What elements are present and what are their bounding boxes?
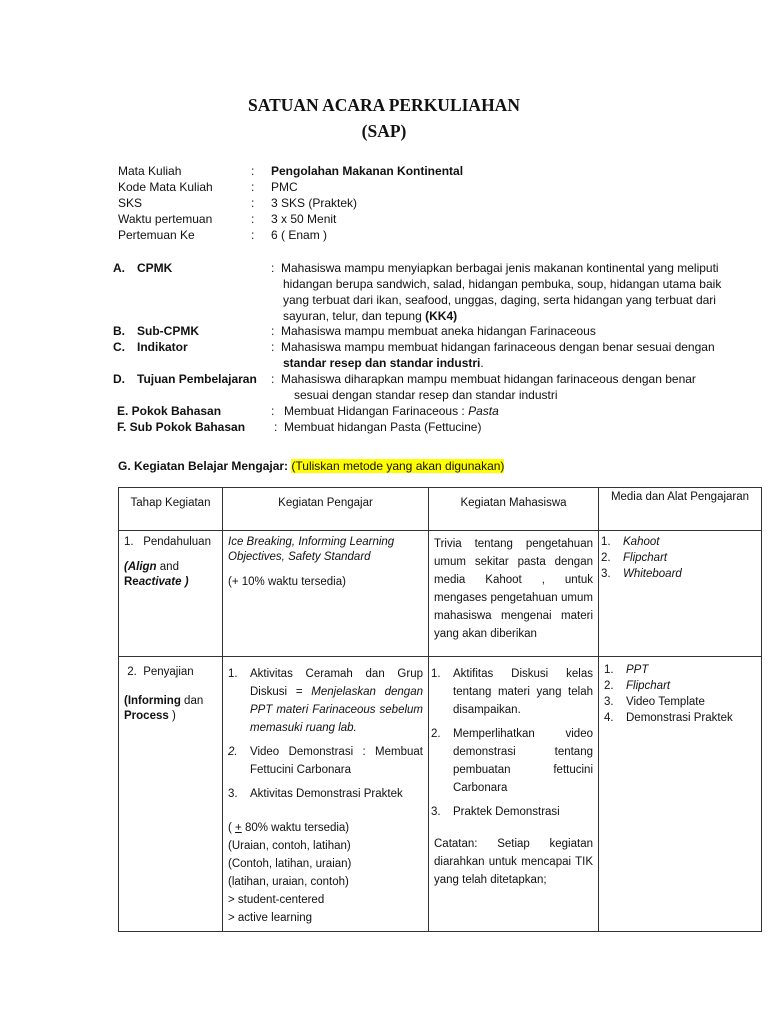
document-title: SATUAN ACARA PERKULIAHAN bbox=[248, 95, 520, 115]
pengajar-item bbox=[228, 785, 423, 803]
header-pengajar: Kegiatan Pengajar bbox=[223, 488, 429, 531]
section-label-pokok: E. Pokok Bahasan bbox=[117, 404, 222, 418]
mahasiswa-cell bbox=[429, 531, 599, 657]
pengajar-note: (Contoh, latihan, uraian) bbox=[228, 858, 352, 870]
indikator-text-2 bbox=[283, 355, 484, 371]
media-text: Whiteboard bbox=[623, 568, 682, 580]
pokok-text bbox=[284, 403, 499, 419]
pengajar-item1-italic: Menjelaskan dengan PPT materi Farinaceous sebelum memasuki ruang lab. bbox=[250, 686, 423, 734]
cpmk-text-3: yang terbuat dari ikan, seafood, unggas, daging, serta hidangan yang terbuat dari bbox=[283, 293, 716, 307]
mahasiswa-text: Trivia tentang pengetahuan umum sekitar pasta dengan media Kahoot , untuk mengases pengetahuan umum mahasiswa mengenai materi yang akan diberikan bbox=[434, 538, 593, 640]
media-item bbox=[604, 679, 756, 694]
info-colon: : bbox=[251, 180, 255, 194]
section-letter: B. bbox=[113, 324, 125, 338]
tahap-label: Pendahuluan bbox=[143, 536, 211, 548]
tahap-sub-activate: activate ) bbox=[138, 576, 189, 588]
tahap-sub-dan: dan bbox=[180, 695, 204, 707]
section-label-sub-cpmk: Sub-CPMK bbox=[137, 324, 199, 338]
section-colon: : bbox=[271, 372, 275, 386]
media-text: Flipchart bbox=[626, 680, 671, 692]
pengajar-item bbox=[228, 665, 423, 737]
pokok-main: Membuat Hidangan Farinaceous : bbox=[284, 404, 465, 418]
media-text: Video Template bbox=[626, 696, 705, 708]
table-row bbox=[119, 531, 762, 657]
media-num: 1. bbox=[601, 536, 611, 548]
info-value: PMC bbox=[271, 180, 298, 194]
tahap-sub-align: (Align bbox=[124, 561, 157, 573]
sub-cpmk-text: Mahasiswa mampu membuat aneka hidangan Farinaceous bbox=[281, 324, 596, 338]
info-colon: : bbox=[251, 212, 255, 226]
media-item bbox=[601, 551, 756, 566]
mahasiswa-item-text: Praktek Demonstrasi bbox=[453, 806, 560, 818]
info-label: Waktu pertemuan bbox=[118, 212, 213, 226]
tahap-sub-re: Re bbox=[124, 576, 139, 588]
mahasiswa-item bbox=[431, 725, 593, 797]
cpmk-text-1: Mahasiswa mampu menyiapkan berbagai jenis makanan kontinental yang meliputi bbox=[281, 261, 719, 275]
section-colon: : bbox=[271, 404, 275, 418]
media-text: Demonstrasi Praktek bbox=[626, 712, 733, 724]
cpmk-text-4 bbox=[283, 308, 457, 324]
header-media: Media dan Alat Pengajaran bbox=[599, 488, 762, 531]
mahasiswa-num: 2. bbox=[431, 728, 441, 740]
media-num: 2. bbox=[604, 680, 614, 692]
cpmk-text-2: hidangan berupa sandwich, salad, hidangan pembuka, soup, hidangan utama baik bbox=[283, 277, 722, 291]
section-label-indikator: Indikator bbox=[137, 340, 188, 354]
tahap-title bbox=[124, 535, 217, 550]
tahap-sub bbox=[124, 560, 217, 590]
media-num: 3. bbox=[601, 568, 611, 580]
pengajar-note: (latihan, uraian, contoh) bbox=[228, 876, 349, 888]
document-subtitle: (SAP) bbox=[361, 121, 407, 141]
pengajar-item-text: Aktivitas Demonstrasi Praktek bbox=[250, 788, 403, 800]
info-value: 3 x 50 Menit bbox=[271, 212, 337, 226]
sub-pokok-text: Membuat hidangan Pasta (Fettucine) bbox=[284, 420, 482, 434]
time-rest: 80% waktu tersedia) bbox=[241, 822, 350, 834]
mahasiswa-item-text: Aktifitas Diskusi kelas tentang materi yang telah disampaikan. bbox=[453, 668, 593, 716]
info-label: SKS bbox=[118, 196, 143, 210]
media-item bbox=[604, 711, 756, 726]
info-value: Pengolahan Makanan Kontinental bbox=[271, 164, 464, 178]
media-cell bbox=[599, 657, 762, 932]
tahap-sub bbox=[124, 694, 217, 724]
tahap-sub-close: ) bbox=[168, 710, 176, 722]
cpmk-code: (KK4) bbox=[425, 309, 458, 323]
pengajar-num: 1. bbox=[228, 668, 238, 680]
pokok-pasta: Pasta bbox=[468, 404, 499, 418]
media-num: 2. bbox=[601, 552, 611, 564]
pengajar-cell bbox=[223, 657, 429, 932]
pengajar-num: 3. bbox=[228, 788, 238, 800]
media-num: 3. bbox=[604, 696, 614, 708]
mahasiswa-cell bbox=[429, 657, 599, 932]
pengajar-time bbox=[228, 819, 423, 837]
media-num: 4. bbox=[604, 712, 614, 724]
kegiatan-instruction: (Tuliskan metode yang akan digunakan) bbox=[291, 459, 505, 473]
tahap-cell bbox=[119, 657, 223, 932]
tahap-sub-informing: (Informing bbox=[124, 695, 181, 707]
pengajar-item-text: Video Demonstrasi : Membuat Fettucini Carbonara bbox=[250, 746, 423, 776]
indikator-text-1: Mahasiswa mampu membuat hidangan farinaceous dengan benar sesuai dengan bbox=[281, 340, 715, 354]
media-item bbox=[604, 695, 756, 710]
indikator-standard: standar resep dan standar industri bbox=[283, 356, 481, 370]
sections-block bbox=[0, 260, 768, 440]
media-item bbox=[601, 535, 756, 550]
table-header-row bbox=[119, 488, 762, 531]
section-letter: D. bbox=[113, 372, 125, 386]
course-info bbox=[0, 163, 768, 245]
mahasiswa-item bbox=[431, 803, 593, 821]
media-text: Flipchart bbox=[623, 552, 668, 564]
mahasiswa-num: 1. bbox=[431, 668, 441, 680]
media-num: 1. bbox=[604, 664, 614, 676]
pengajar-note: > student-centered bbox=[228, 894, 325, 906]
tahap-number: 2. bbox=[127, 666, 137, 678]
tujuan-text-2: sesuai dengan standar resep dan standar industri bbox=[294, 388, 558, 402]
kegiatan-label: G. Kegiatan Belajar Mengajar: bbox=[118, 459, 289, 473]
cpmk-text-4-main: sayuran, telur, dan tepung bbox=[283, 309, 422, 323]
header-tahap: Tahap Kegiatan bbox=[119, 488, 223, 531]
indikator-period: . bbox=[480, 356, 484, 370]
tahap-number: 1. bbox=[124, 536, 134, 548]
section-label-sub-pokok: F. Sub Pokok Bahasan bbox=[117, 420, 246, 434]
tahap-sub-and: and bbox=[156, 561, 179, 573]
tahap-title bbox=[124, 665, 217, 680]
time-plusminus: + bbox=[235, 822, 242, 834]
info-colon: : bbox=[251, 196, 255, 210]
info-label: Pertemuan Ke bbox=[118, 228, 195, 242]
time-open: ( bbox=[228, 822, 236, 834]
media-cell bbox=[599, 531, 762, 657]
section-letter: C. bbox=[113, 340, 125, 354]
section-label-tujuan: Tujuan Pembelajaran bbox=[137, 372, 257, 386]
header-mahasiswa: Kegiatan Mahasiswa bbox=[429, 488, 599, 531]
section-colon: : bbox=[271, 340, 275, 354]
info-colon: : bbox=[251, 164, 255, 178]
mahasiswa-catatan: Catatan: Setiap kegiatan diarahkan untuk mencapai TIK yang telah ditetapkan; bbox=[434, 838, 593, 886]
info-label: Kode Mata Kuliah bbox=[118, 180, 213, 194]
tahap-label: Penyajian bbox=[143, 666, 194, 678]
section-colon: : bbox=[274, 420, 278, 434]
pengajar-time: (+ 10% waktu tersedia) bbox=[228, 576, 346, 588]
mahasiswa-item bbox=[431, 665, 593, 719]
pengajar-item-text bbox=[250, 665, 423, 737]
tahap-sub-process: Process bbox=[124, 710, 169, 722]
pengajar-activities: Ice Breaking, Informing Learning Objectives, Safety Standard bbox=[228, 536, 395, 563]
media-item bbox=[601, 567, 756, 582]
tujuan-text-1: Mahasiswa diharapkan mampu membuat hidangan farinaceous dengan benar bbox=[281, 372, 696, 386]
mahasiswa-num: 3. bbox=[431, 806, 441, 818]
section-colon: : bbox=[271, 324, 275, 338]
pengajar-num: 2. bbox=[228, 746, 238, 758]
section-letter: A. bbox=[113, 261, 125, 275]
media-text: Kahoot bbox=[623, 536, 660, 548]
section-label-cpmk: CPMK bbox=[137, 261, 173, 275]
mahasiswa-item-text: Memperlihatkan video demonstrasi tentang pembuatan fettucini Carbonara bbox=[453, 728, 593, 794]
pengajar-item1-main: Aktivitas Ceramah dan Grup Diskusi = bbox=[250, 668, 423, 698]
media-item bbox=[604, 663, 756, 678]
tahap-cell bbox=[119, 531, 223, 657]
pengajar-note: (Uraian, contoh, latihan) bbox=[228, 840, 351, 852]
section-colon: : bbox=[271, 261, 275, 275]
table-row bbox=[119, 657, 762, 932]
info-value: 3 SKS (Praktek) bbox=[271, 196, 358, 210]
info-label: Mata Kuliah bbox=[118, 164, 182, 178]
pengajar-cell bbox=[223, 531, 429, 657]
info-value: 6 ( Enam ) bbox=[271, 228, 328, 242]
media-text: PPT bbox=[626, 664, 649, 676]
info-colon: : bbox=[251, 228, 255, 242]
pengajar-item bbox=[228, 743, 423, 779]
pengajar-note: > active learning bbox=[228, 912, 313, 924]
kegiatan-heading bbox=[118, 458, 758, 474]
kegiatan-table bbox=[118, 487, 762, 932]
